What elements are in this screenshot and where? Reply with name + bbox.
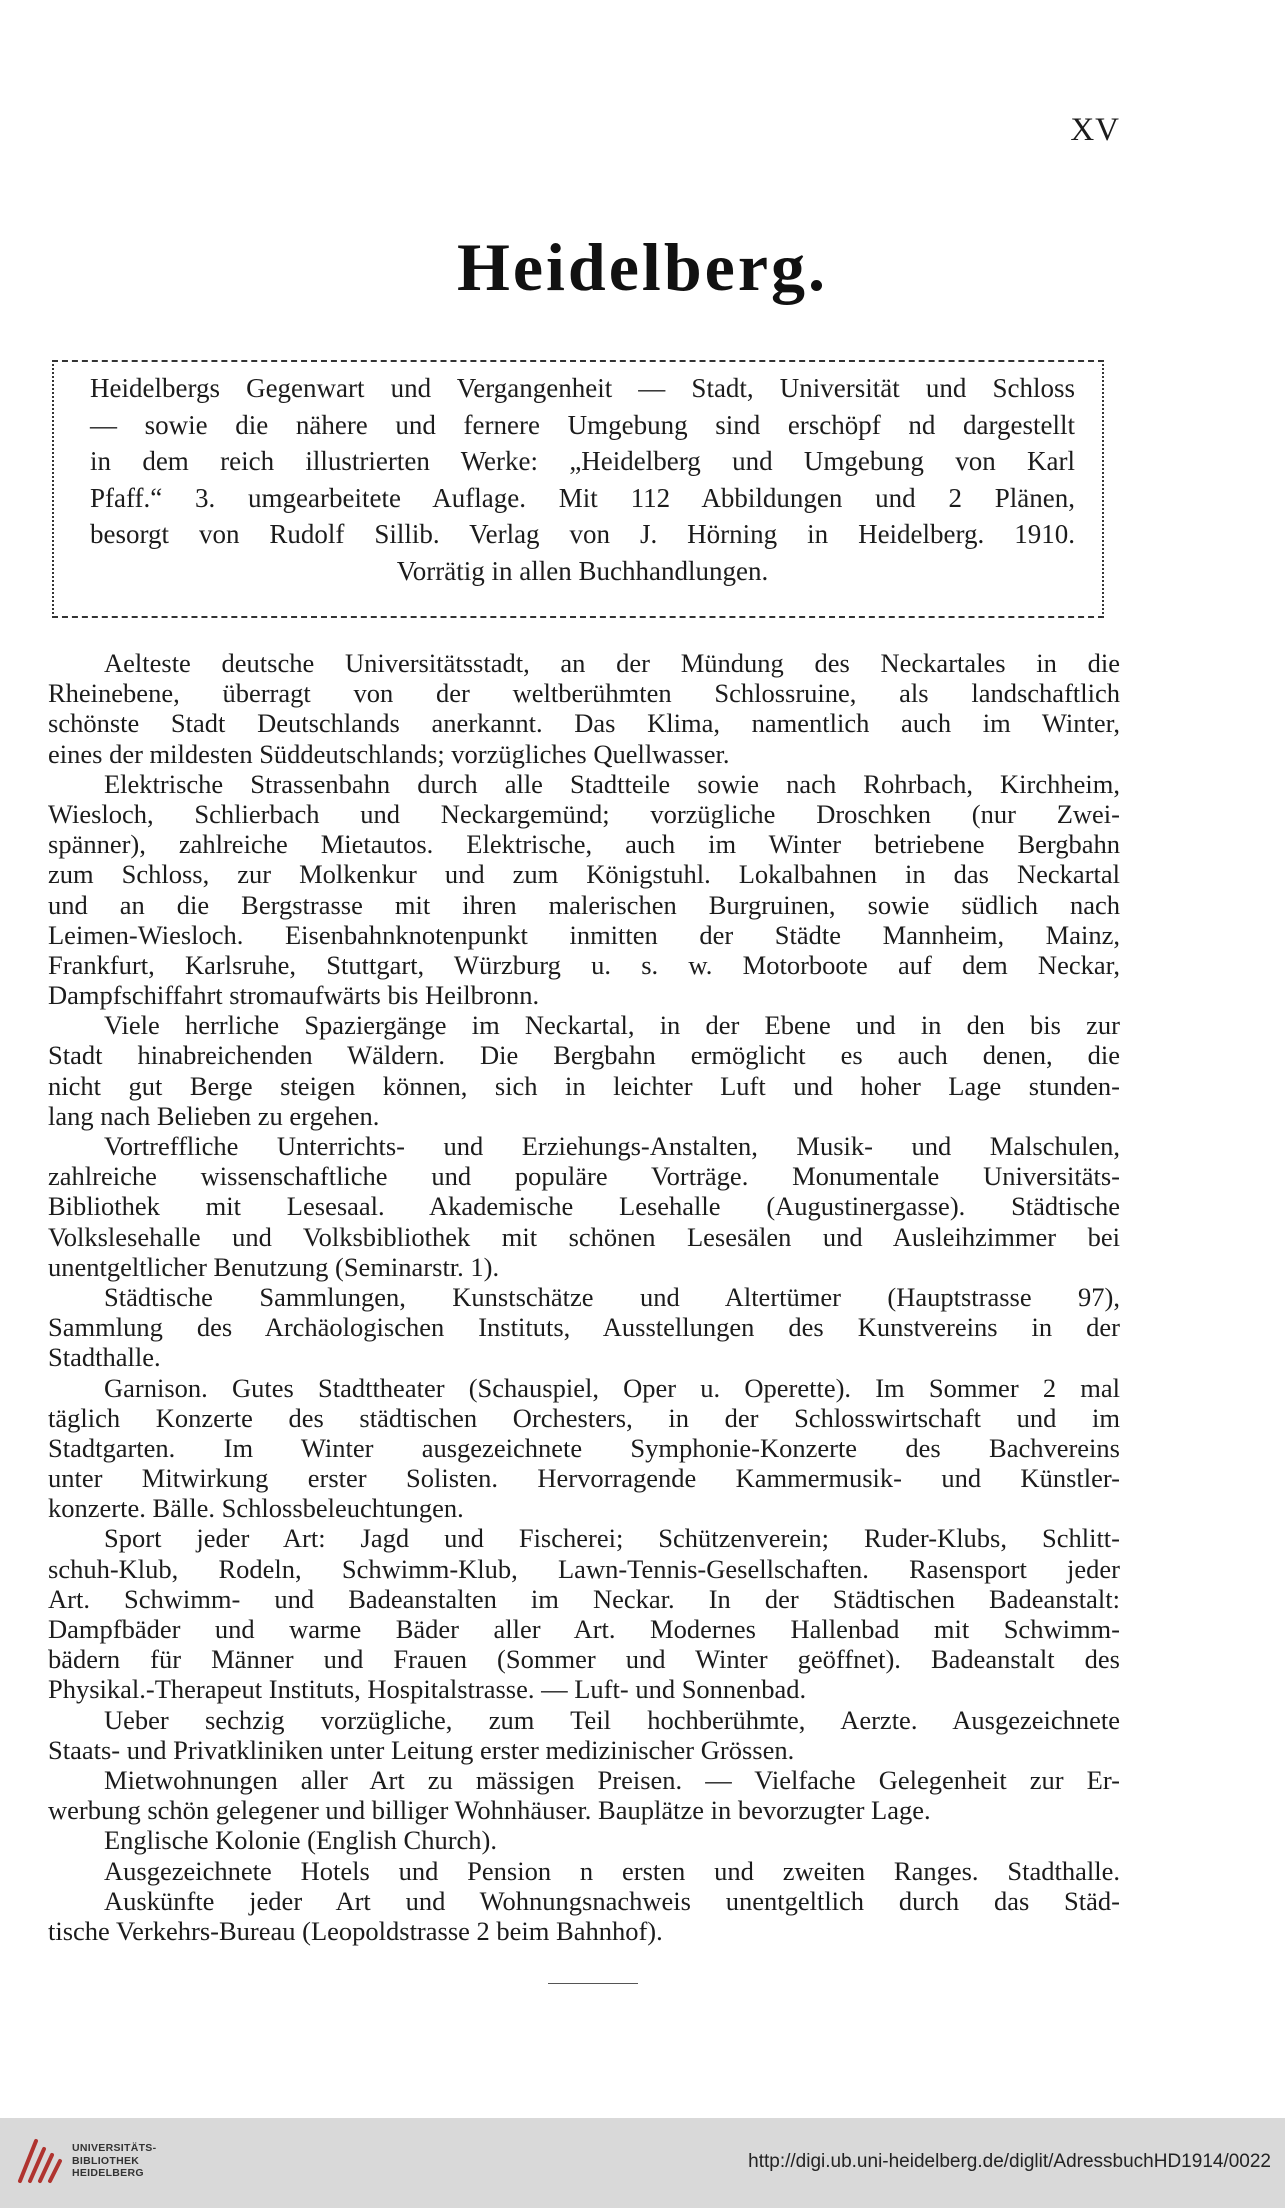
body-line: Ausgezeichnete Hotels und Pension n ersten und zweiten Ranges. Stadthalle. — [104, 1855, 1120, 1886]
body-line: Leimen-Wiesloch. Eisenbahnknotenpunkt inmitten der Städte Mannheim, Mainz, — [48, 919, 1120, 950]
logo-line: HEIDELBERG — [72, 2167, 144, 2179]
body-line: Stadthalle. — [48, 1342, 161, 1373]
body-line: Mietwohnungen aller Art zu mässigen Preisen. — Vielfache Gelegenheit zur Er- — [104, 1764, 1120, 1795]
body-line: Viele herrliche Spaziergänge im Neckartal, in der Ebene und in den bis zur — [104, 1010, 1120, 1041]
body-line: schönste Stadt Deutschlands anerkannt. Das Klima, namentlich auch im Winter, — [48, 708, 1120, 739]
library-logo-text — [72, 2142, 156, 2180]
notice-line: Heidelbergs Gegenwart und Vergangenheit — Stadt, Universität und Schloss — [90, 373, 1075, 403]
body-line: Bibliothek mit Lesesaal. Akademische Lesehalle (Augustinergasse). Städtische — [48, 1191, 1120, 1222]
body-line: bädern für Männer und Frauen (Sommer und Winter geöffnet). Badeanstalt des — [48, 1644, 1120, 1675]
body-line: Sport jeder Art: Jagd und Fischerei; Schützenverein; Ruder-Klubs, Schlitt- — [104, 1523, 1120, 1554]
body-line: Vortreffliche Unterrichts- und Erziehungs-Anstalten, Musik- und Malschulen, — [104, 1131, 1120, 1161]
body-line: Physikal.-Therapeut Instituts, Hospitalstrasse. — Luft- und Sonnenbad. — [48, 1674, 807, 1705]
body-line: unter Mitwirkung erster Solisten. Hervorragende Kammermusik- und Künstler- — [48, 1463, 1120, 1494]
body-line: Elektrische Strassenbahn durch alle Stadtteile sowie nach Rohrbach, Kirchheim, — [104, 768, 1120, 799]
notice-line: besorgt von Rudolf Sillib. Verlag von J. Hörning in Heidelberg. 1910. — [90, 519, 1075, 549]
body-line: und an die Bergstrasse mit ihren malerischen Burgruinen, sowie südlich nach — [48, 889, 1120, 920]
body-line: konzerte. Bälle. Schlossbeleuchtungen. — [48, 1493, 464, 1524]
body-line: unentgeltlicher Benutzung (Seminarstr. 1). — [48, 1251, 500, 1282]
notice-line: — sowie die nähere und fernere Umgebung sind erschöpf nd dargestellt — [90, 409, 1075, 440]
notice-line: Vorrätig in allen Buchhandlungen. — [396, 555, 769, 586]
body-line: werbung schön gelegener und billiger Wohnhäuser. Bauplätze in bevorzugter Lage. — [48, 1795, 931, 1826]
body-line: Frankfurt, Karlsruhe, Stuttgart, Würzburg u. s. w. Motorboote auf dem Neckar, — [48, 949, 1120, 980]
body-line: Staats- und Privatkliniken unter Leitung erster medizinischer Grössen. — [48, 1734, 795, 1765]
closing-rule — [548, 1983, 638, 1984]
page-number: XV — [1070, 112, 1120, 148]
notice-line: in dem reich illustrierten Werke: „Heidelberg und Umgebung von Karl — [90, 446, 1075, 476]
body-line: Sammlung des Archäologischen Instituts, Ausstellungen des Kunstvereins in der — [48, 1312, 1120, 1343]
body-line: zum Schloss, zur Molkenkur und zum Königstuhl. Lokalbahnen in das Neckartal — [48, 859, 1120, 890]
body-line: eines der mildesten Süddeutschlands; vorzügliches Quellwasser. — [48, 738, 730, 769]
body-line: Aelteste deutsche Universitätsstadt, an der Mündung des Neckartales in die — [104, 648, 1120, 678]
body-line: Städtische Sammlungen, Kunstschätze und Altertümer (Hauptstrasse 97), — [104, 1281, 1120, 1312]
body-line: Volkslesehalle und Volksbibliothek mit schönen Lesesälen und Ausleihzimmer bei — [48, 1221, 1120, 1252]
body-line: Ueber sechzig vorzügliche, zum Teil hochberühmte, Aerzte. Ausgezeichnete — [104, 1704, 1120, 1735]
notice-text — [90, 370, 1075, 589]
body-line: Stadtgarten. Im Winter ausgezeichnete Symphonie-Konzerte des Bachvereins — [48, 1432, 1120, 1463]
library-logo-icon — [14, 2135, 66, 2187]
body-line: Wiesloch, Schlierbach und Neckargemünd; vorzügliche Droschken (nur Zwei- — [48, 798, 1120, 829]
body-line: spänner), zahlreiche Mietautos. Elektrische, auch im Winter betriebene Bergbahn — [48, 829, 1120, 860]
logo-line: UNIVERSITÄTS- — [72, 2142, 157, 2154]
body-line: Englische Kolonie (English Church). — [104, 1825, 498, 1856]
body-text — [48, 648, 1120, 1946]
body-line: tische Verkehrs-Bureau (Leopoldstrasse 2 beim Bahnhof). — [48, 1915, 663, 1946]
body-line: zahlreiche wissenschaftliche und populäre Vorträge. Monumentale Universitäts- — [48, 1161, 1120, 1192]
notice-line: Pfaff.“ 3. umgearbeitete Auflage. Mit 112 Abbildungen und 2 Plänen, — [90, 482, 1075, 513]
source-url-link[interactable]: http://digi.ub.uni-heidelberg.de/diglit/AdressbuchHD1914/0022 — [748, 2151, 1271, 2172]
body-line: Art. Schwimm- und Badeanstalten im Neckar. In der Städtischen Badeanstalt: — [48, 1583, 1120, 1614]
body-line: Dampfschiffahrt stromaufwärts bis Heilbronn. — [48, 980, 540, 1011]
body-line: lang nach Belieben zu ergehen. — [48, 1100, 380, 1131]
page-title: Heidelberg. — [456, 229, 829, 305]
body-line: Auskünfte jeder Art und Wohnungsnachweis unentgeltlich durch das Städ- — [104, 1885, 1120, 1916]
body-line: Rheinebene, überragt von der weltberühmten Schlossruine, als landschaftlich — [48, 678, 1120, 709]
body-line: schuh-Klub, Rodeln, Schwimm-Klub, Lawn-Tennis-Gesellschaften. Rasensport jeder — [48, 1553, 1120, 1584]
body-line: nicht gut Berge steigen können, sich in leichter Luft und hoher Lage stunden- — [48, 1070, 1120, 1101]
body-line: täglich Konzerte des städtischen Orchesters, in der Schlosswirtschaft und im — [48, 1402, 1120, 1433]
body-line: Dampfbäder und warme Bäder aller Art. Modernes Hallenbad mit Schwimm- — [48, 1614, 1120, 1644]
logo-line: BIBLIOTHEK — [72, 2154, 140, 2167]
body-line: Stadt hinabreichenden Wäldern. Die Bergbahn ermöglicht es auch denen, die — [48, 1040, 1120, 1071]
body-line: Garnison. Gutes Stadttheater (Schauspiel, Oper u. Operette). Im Sommer 2 mal — [104, 1372, 1120, 1403]
